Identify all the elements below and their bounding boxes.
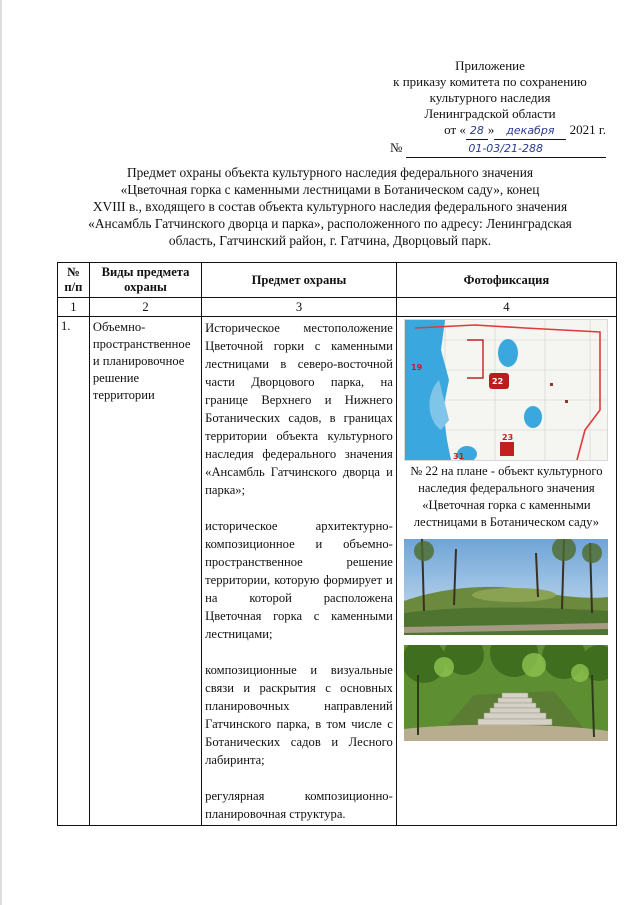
- row-number: 1.: [58, 317, 90, 826]
- title-line: Предмет охраны объекта культурного наследия федерального значения: [126, 165, 534, 180]
- title-line: XVIII в., входящего в состав объекта культурного наследия федерального значения: [92, 199, 568, 214]
- number-prefix: №: [390, 140, 403, 155]
- column-number: 1: [58, 298, 90, 317]
- appendix-line: Приложение: [455, 58, 525, 73]
- appendix-block: [360, 58, 620, 158]
- date-month-handwritten: декабря: [494, 123, 566, 140]
- map-label: 23: [502, 433, 514, 442]
- appendix-line: культурного наследия: [429, 90, 551, 105]
- subject-item: композиционные и визуальные связи и раскрытия с основных планировочных направлений Гатчинского парка, в том числе с Ботанических садов и Лесного лабиринта;: [205, 663, 393, 767]
- column-number-row: [58, 298, 617, 317]
- table-row: [58, 317, 617, 826]
- date-day-handwritten: 28: [466, 123, 488, 140]
- scan-edge: [0, 0, 2, 905]
- header-subject: Предмет охраны: [202, 263, 397, 298]
- date-mid: »: [487, 122, 495, 137]
- order-date: [360, 122, 620, 140]
- map-label: 19: [411, 363, 423, 372]
- map-label: 31: [453, 452, 465, 460]
- site-plan-map: [404, 319, 608, 461]
- number-handwritten: 01-03/21-288: [406, 141, 606, 158]
- row-kind: Объемно-пространственное и планировочное решение территории: [89, 317, 201, 826]
- subject-item: регулярная композиционно-планировочная структура.: [205, 789, 393, 821]
- title-line: «Цветочная горка с каменными лестницами в Ботаническом саду», конец: [120, 182, 540, 197]
- header-photo: Фотофиксация: [396, 263, 616, 298]
- map-label: 22: [492, 377, 504, 386]
- row-photos: [396, 317, 616, 826]
- map-caption: № 22 на плане - объект культурного наследия федерального значения «Цветочная горка с каменными лестницами в Ботаническом саду»: [410, 464, 603, 529]
- date-year: 2021 г.: [569, 122, 606, 137]
- subject-item: историческое архитектурно-композиционное и объемно-пространственное решение территории, которую формирует и на которой расположена Цветочная горка с каменными лестницами;: [205, 519, 393, 641]
- date-prefix: от «: [444, 122, 466, 137]
- order-number: [360, 140, 620, 158]
- header-kind: Виды предмета охраны: [89, 263, 201, 298]
- header-num: № п/п: [58, 263, 90, 298]
- title-line: «Ансамбль Гатчинского дворца и парка», расположенного по адресу: Ленинградская: [88, 216, 572, 231]
- column-number: 3: [202, 298, 397, 317]
- title-line: область, Гатчинский район, г. Гатчина, Дворцовый парк.: [168, 233, 492, 248]
- row-subject: [202, 317, 397, 826]
- photo-stone-stairs: [404, 645, 608, 741]
- column-number: 2: [89, 298, 201, 317]
- appendix-line: к приказу комитета по сохранению: [393, 74, 587, 89]
- document-title: [60, 164, 600, 249]
- subject-item: Историческое местоположение Цветочной горки с каменными лестницами в северо-восточной части Дворцового парка, на границе Верхнего и Нижнего Ботанических садов, в границах территории объекта культурного наследия федерального значения «Ансамбль Гатчинского дворца и парка»;: [205, 321, 393, 497]
- photo-park-hill: [404, 539, 608, 635]
- table-header-row: [58, 263, 617, 298]
- protection-table: [57, 262, 617, 826]
- column-number: 4: [396, 298, 616, 317]
- appendix-line: Ленинградской области: [424, 106, 556, 121]
